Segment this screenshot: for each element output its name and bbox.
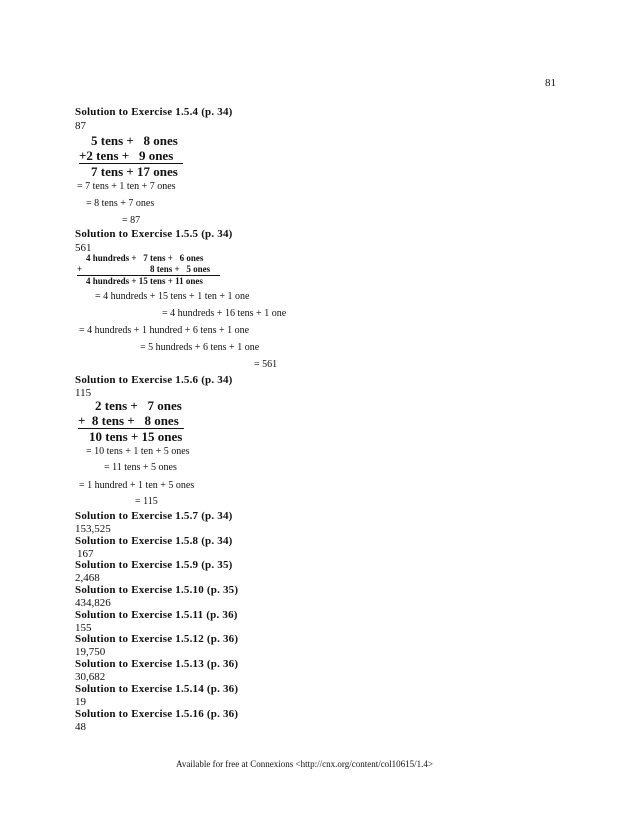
equation-step: = 8 tens + 7 ones (86, 198, 155, 209)
solution-heading: Solution to Exercise 1.5.10 (p. 35) (75, 584, 239, 596)
sum-row: 4 hundreds + 15 tens + 11 ones (86, 276, 203, 286)
solution-answer: 87 (75, 120, 86, 132)
solution-heading: Solution to Exercise 1.5.13 (p. 36) (75, 658, 239, 670)
equation-step: = 4 hundreds + 16 tens + 1 one (162, 308, 287, 319)
solution-answer: 167 (77, 548, 94, 560)
addend-row: + 8 tens + 8 ones (78, 413, 179, 428)
solution-answer: 115 (75, 387, 92, 399)
equation-step: = 5 hundreds + 6 tens + 1 one (140, 342, 260, 353)
solution-heading: Solution to Exercise 1.5.5 (p. 34) (75, 228, 233, 240)
solution-heading: Solution to Exercise 1.5.6 (p. 34) (75, 374, 233, 386)
addend-row: 2 tens + 7 ones (95, 398, 182, 413)
equation-step: = 4 hundreds + 1 hundred + 6 tens + 1 one (79, 325, 250, 336)
equation-step: = 7 tens + 1 ten + 7 ones (77, 181, 176, 192)
page-footer: Available for free at Connexions <http://cnx.org/content/col10615/1.4> (176, 759, 434, 769)
solution-heading: Solution to Exercise 1.5.4 (p. 34) (75, 106, 233, 118)
solution-heading: Solution to Exercise 1.5.8 (p. 34) (75, 535, 233, 547)
equation-step: = 1 hundred + 1 ten + 5 ones (79, 480, 195, 491)
page-number: 81 (545, 77, 556, 89)
equation-step: = 115 (135, 496, 158, 507)
solution-heading: Solution to Exercise 1.5.7 (p. 34) (75, 510, 233, 522)
solution-heading: Solution to Exercise 1.5.16 (p. 36) (75, 708, 239, 720)
equation-step: = 4 hundreds + 15 tens + 1 ten + 1 one (95, 291, 250, 302)
solution-answer: 30,682 (75, 671, 106, 683)
addend-row: 8 tens + 5 ones (150, 264, 211, 274)
sum-row: 7 tens + 17 ones (91, 164, 178, 179)
solution-heading: Solution to Exercise 1.5.9 (p. 35) (75, 559, 233, 571)
equation-step: = 561 (254, 359, 278, 370)
addend-row: 4 hundreds + 7 tens + 6 ones (86, 253, 204, 263)
equation-step: = 87 (122, 215, 141, 226)
solution-answer: 153,525 (75, 523, 111, 535)
solution-answer: 434,826 (75, 597, 111, 609)
solution-answer: 155 (75, 622, 92, 634)
solution-heading: Solution to Exercise 1.5.14 (p. 36) (75, 683, 239, 695)
addend-row: +2 tens + 9 ones (79, 148, 174, 163)
solution-answer: 561 (75, 242, 92, 254)
solution-answer: 19,750 (75, 646, 106, 658)
solution-heading: Solution to Exercise 1.5.12 (p. 36) (75, 633, 239, 645)
addend-row: 5 tens + 8 ones (91, 133, 178, 148)
plus-sign: + (77, 264, 83, 274)
solution-answer: 2,468 (75, 572, 100, 584)
equation-step: = 10 tens + 1 ten + 5 ones (86, 446, 190, 457)
solution-answer: 48 (75, 721, 86, 733)
sum-row: 10 tens + 15 ones (89, 429, 183, 444)
solution-answer: 19 (75, 696, 86, 708)
solution-heading: Solution to Exercise 1.5.11 (p. 36) (75, 609, 238, 621)
equation-step: = 11 tens + 5 ones (104, 462, 177, 473)
